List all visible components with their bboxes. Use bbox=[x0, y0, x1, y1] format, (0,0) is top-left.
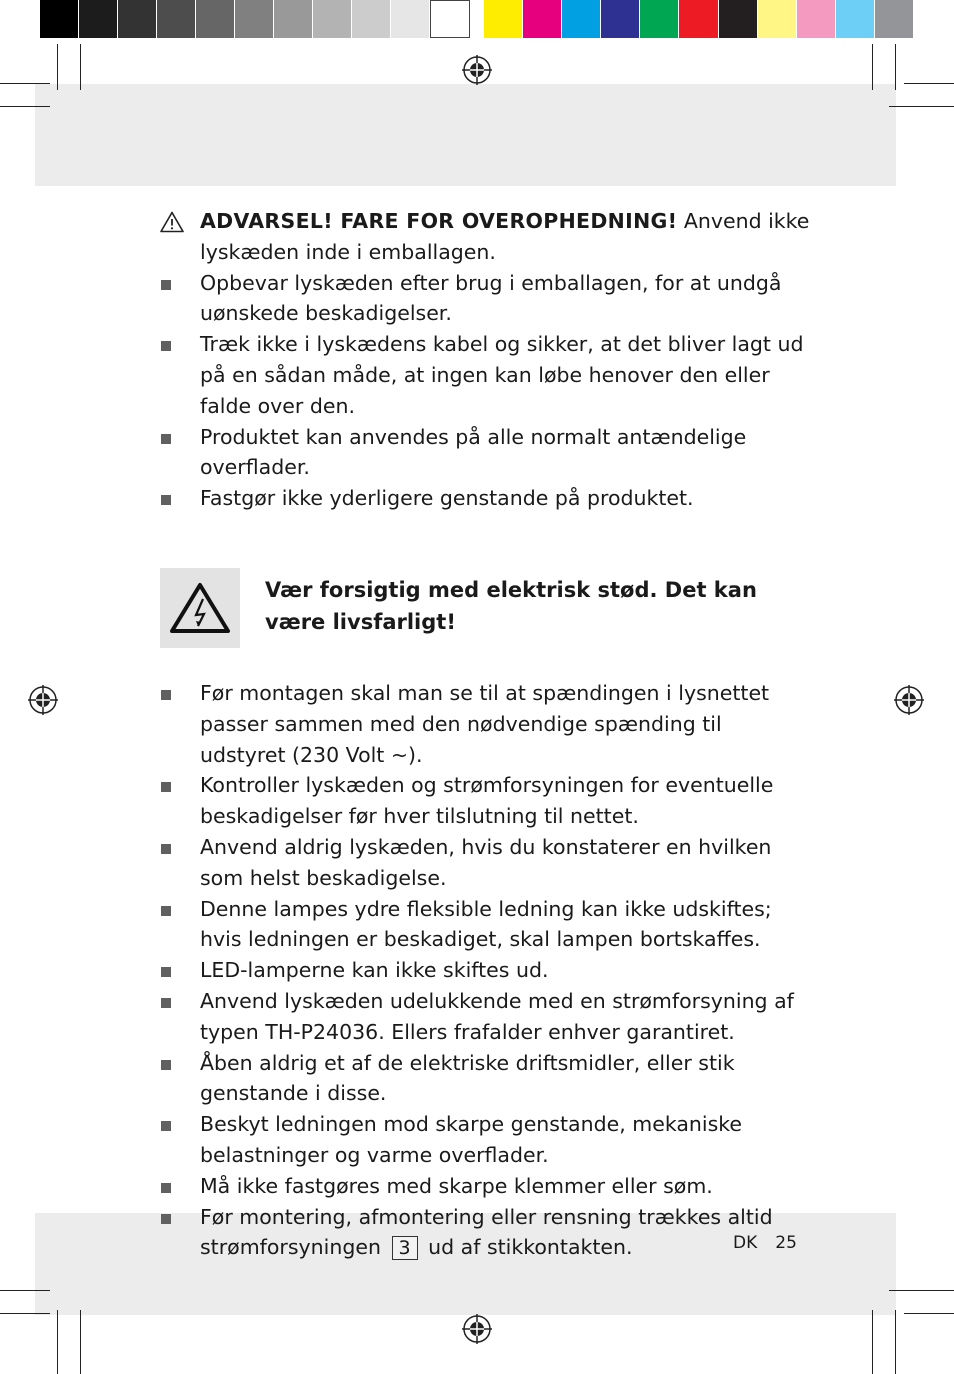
crop-mark bbox=[57, 1310, 58, 1374]
list-item-text: Produktet kan anvendes på alle normalt antændelige overflader. bbox=[200, 424, 747, 480]
list-item-text: Før montering, afmontering eller rensning trækkes altid strømforsyningen bbox=[200, 1204, 773, 1260]
color-swatch bbox=[157, 0, 196, 38]
bullet-square-icon bbox=[161, 495, 171, 505]
color-swatch bbox=[79, 0, 118, 38]
list-item-text: Anvend lyskæden udelukkende med en strømforsyning af typen TH-P24036. Ellers frafalder enhver garantiret. bbox=[200, 988, 794, 1044]
section1-list bbox=[160, 268, 810, 514]
bullet-square-icon bbox=[161, 434, 171, 444]
list-item bbox=[160, 1109, 810, 1171]
list-item bbox=[160, 986, 810, 1048]
bullet-square-icon bbox=[161, 967, 171, 977]
crop-mark bbox=[0, 83, 50, 84]
list-item-text: Før montagen skal man se til at spændingen i lysnettet passer sammen med den nødvendige spænding til udstyret (230 Volt ~). bbox=[200, 680, 770, 767]
warning-text: Anvend ikke lyskæden inde i emballagen. bbox=[200, 209, 810, 264]
crop-mark bbox=[80, 44, 81, 90]
color-swatch bbox=[601, 0, 640, 38]
crop-mark bbox=[80, 1310, 81, 1374]
bullet-square-icon bbox=[161, 782, 171, 792]
color-swatch bbox=[430, 0, 470, 38]
list-item-text: Må ikke fastgøres med skarpe klemmer eller søm. bbox=[200, 1173, 713, 1198]
color-swatch bbox=[758, 0, 797, 38]
color-swatch bbox=[313, 0, 352, 38]
gray-calibration-bar bbox=[40, 0, 470, 40]
part-reference-badge: 3 bbox=[392, 1236, 418, 1260]
list-item bbox=[160, 1171, 810, 1202]
registration-mark-icon bbox=[462, 1314, 492, 1344]
list-item bbox=[160, 770, 810, 832]
list-item-text: Åben aldrig et af de elektriske driftsmidler, eller stik genstande i disse. bbox=[200, 1050, 735, 1106]
shock-warning-text: Vær forsigtig med elektrisk stød. Det kan være livsfarligt! bbox=[265, 577, 757, 634]
list-item-text: Beskyt ledningen mod skarpe genstande, mekaniske belastninger og varme overflader. bbox=[200, 1112, 743, 1167]
color-swatch bbox=[836, 0, 875, 38]
color-swatch bbox=[679, 0, 718, 38]
color-swatch bbox=[797, 0, 836, 38]
bullet-square-icon bbox=[161, 906, 171, 916]
list-item bbox=[160, 1048, 810, 1110]
color-swatch bbox=[274, 0, 313, 38]
color-swatch bbox=[196, 0, 235, 38]
color-swatch bbox=[640, 0, 679, 38]
bullet-square-icon bbox=[161, 1121, 171, 1131]
list-item-text: LED-lamperne kan ikke skiftes ud. bbox=[200, 958, 549, 983]
page-number: 25 bbox=[775, 1233, 797, 1253]
list-item-text: Fastgør ikke yderligere genstande på produktet. bbox=[200, 486, 694, 511]
list-item bbox=[160, 832, 810, 894]
bullet-square-icon bbox=[161, 998, 171, 1008]
list-item bbox=[160, 268, 810, 330]
crop-mark bbox=[0, 1313, 50, 1314]
list-item bbox=[160, 483, 810, 514]
warning-heading: ADVARSEL! FARE FOR OVEROPHEDNING! bbox=[200, 209, 678, 233]
page-footer bbox=[733, 1233, 815, 1253]
crop-mark bbox=[872, 44, 873, 90]
bullet-square-icon bbox=[161, 341, 171, 351]
crop-mark bbox=[0, 1290, 50, 1291]
color-swatch bbox=[391, 0, 430, 38]
bullet-square-icon bbox=[161, 280, 171, 290]
shock-icon-box bbox=[160, 568, 240, 648]
color-swatch bbox=[484, 0, 523, 38]
list-item bbox=[160, 955, 810, 986]
crop-mark bbox=[0, 106, 50, 107]
bullet-square-icon bbox=[161, 1060, 171, 1070]
crop-mark bbox=[904, 83, 954, 84]
color-swatch bbox=[562, 0, 601, 38]
crop-mark bbox=[57, 44, 58, 90]
registration-mark-icon bbox=[28, 685, 58, 715]
list-item-text: Anvend aldrig lyskæden, hvis du konstaterer en hvilken som helst beskadigelse. bbox=[200, 834, 772, 890]
list-item bbox=[160, 678, 810, 770]
header-band bbox=[35, 84, 896, 186]
warning-item bbox=[160, 206, 810, 268]
electric-shock-icon bbox=[169, 582, 231, 634]
main-content bbox=[160, 206, 810, 1263]
crop-mark bbox=[889, 106, 954, 107]
crop-mark bbox=[889, 1290, 954, 1291]
section2-list bbox=[160, 678, 810, 1202]
list-item-text: Træk ikke i lyskædens kabel og sikker, at det bliver lagt ud på en sådan måde, at ingen kan løbe henover den eller falde over den. bbox=[200, 332, 804, 418]
warning-triangle-icon bbox=[160, 211, 184, 233]
shock-warning bbox=[160, 568, 810, 648]
language-code: DK bbox=[733, 1233, 758, 1253]
color-swatch bbox=[235, 0, 274, 38]
color-swatch bbox=[352, 0, 391, 38]
color-calibration-bar bbox=[484, 0, 914, 40]
bullet-square-icon bbox=[161, 690, 171, 700]
list-item-text: Denne lampes ydre fleksible ledning kan ikke udskiftes; hvis ledningen er beskadiget, skal lampen bortskaffes. bbox=[200, 896, 772, 952]
list-item bbox=[160, 1202, 810, 1264]
color-swatch bbox=[875, 0, 914, 38]
list-item-text: Opbevar lyskæden efter brug i emballagen, for at undgå uønskede beskadigelser. bbox=[200, 270, 782, 326]
list-item bbox=[160, 329, 810, 421]
crop-mark bbox=[872, 1310, 873, 1374]
registration-mark-icon bbox=[462, 55, 492, 85]
color-swatch bbox=[719, 0, 758, 38]
crop-mark bbox=[904, 1313, 954, 1314]
list-item-text: ud af stikkontakten. bbox=[428, 1235, 633, 1260]
color-swatch bbox=[523, 0, 562, 38]
bullet-square-icon bbox=[161, 1183, 171, 1193]
crop-mark bbox=[895, 44, 896, 90]
registration-mark-icon bbox=[894, 685, 924, 715]
crop-mark bbox=[895, 1310, 896, 1374]
color-swatch bbox=[40, 0, 79, 38]
color-swatch bbox=[118, 0, 157, 38]
list-item-text: Kontroller lyskæden og strømforsyningen for eventuelle beskadigelser før hver tilslutning til nettet. bbox=[200, 773, 774, 829]
bullet-square-icon bbox=[161, 1214, 171, 1224]
list-item bbox=[160, 894, 810, 956]
list-item bbox=[160, 422, 810, 484]
bullet-square-icon bbox=[161, 844, 171, 854]
